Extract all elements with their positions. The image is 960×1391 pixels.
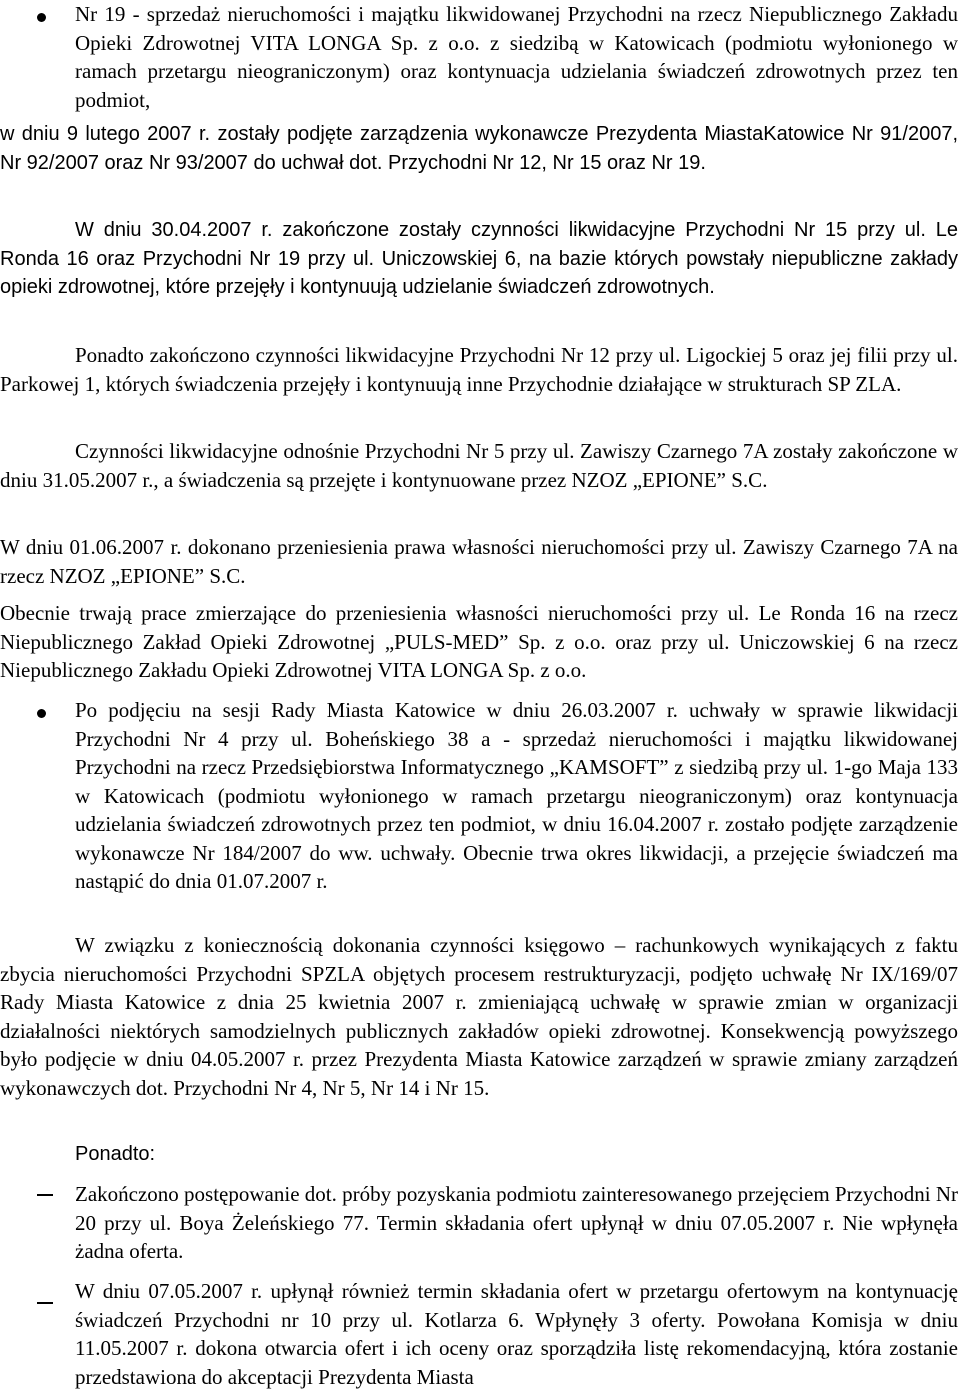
- bullet-icon: [37, 13, 46, 22]
- paragraph-kamsoft: Po podjęciu na sesji Rady Miasta Katowice w dniu 26.03.2007 r. uchwały w sprawie likwidacji Przychodni Nr 4 przy ul. Boheńskiego 38 a - sprzedaż nieruchomości i majątku likwidowanej Przychodni na rzecz Przedsiębiorstwa Informatycznego „KAMSOFT” z siedzibą przy ul. 1-go Maja 133 w Katowicach (podmiotu wyłonionego w ramach przetargu nieograniczonym) oraz kontynuacja udzielania świadczeń zdrowotnych przez ten podmiot, w dniu 16.04.2007 r. zostało podjęte zarządzenie wykonawcze Nr 184/2007 do ww. uchwały. Obecnie trwa okres likwidacji, a przejęcie świadczeń ma nastąpić do dnia 01.07.2007 r.: [75, 698, 958, 893]
- list-item-przychodnia-10: W dniu 07.05.2007 r. upłynął również termin składania ofert w przetargu ofertowym na kontynuację świadczeń Przychodni nr 10 przy ul. Kotlarza 6. Wpłynęły 3 oferty. Powołana Komisja w dniu 11.05.2007 r. dokona otwarcia ofert i ich oceny oraz sporządziła listę rekomendacyjną, która zostanie przedstawiona do akceptacji Prezydenta Miasta: [75, 1279, 958, 1389]
- paragraph-przychodnia-12: Ponadto zakończono czynności likwidacyjne Przychodni Nr 12 przy ul. Ligockiej 5 oraz jej filii przy ul. Parkowej 1, których świadczenia przejęły i kontynuują inne Przychodnie działające w strukturach SP ZLA.: [0, 343, 958, 396]
- paragraph-liquidation-completed: W dniu 30.04.2007 r. zakończone zostały czynności likwidacyjne Przychodni Nr 15 przy ul. Le Ronda 16 oraz Przychodni Nr 19 przy ul. Uniczowskiej 6, na bazie których powstały niepubliczne zakłady opieki zdrowotnej, które przejęły i kontynuują udzielanie świadczeń zdrowotnych.: [0, 219, 958, 298]
- paragraph-ongoing-transfers: Obecnie trwają prace zmierzające do przeniesienia własności nieruchomości przy ul. Le Ronda 16 na rzecz Niepublicznego Zakład Opieki Zdrowotnej „PULS-MED” Sp. z o.o. oraz przy ul. Uniczowskiej 6 na rzecz Niepublicznego Zakładu Opieki Zdrowotnej VITA LONGA Sp. z o.o.: [0, 601, 958, 682]
- paragraph-accounting-resolution: W związku z koniecznością dokonania czynności księgowo – rachunkowych wynikających z faktu zbycia nieruchomości Przychodni SPZLA objętych procesem restrukturyzacji, podjęto uchwałę Nr IX/169/07 Rady Miasta Katowice z dnia 25 kwietnia 2007 r. zmieniającą uchwałę w sprawie zmian w organizacji działalności niektórych samodzielnych publicznych zakładów opieki zdrowotnej. Konsekwencją powyższego było podjęcie w dniu 04.05.2007 r. przez Prezydenta Miasta Katowice zarządzeń w sprawie zmiany zarządzeń wykonawczych dot. Przychodni Nr 4, Nr 5, Nr 14 i Nr 15.: [0, 933, 958, 1100]
- bullet-icon: [37, 709, 46, 718]
- dash-icon: [37, 1194, 53, 1196]
- paragraph-przychodnia-5: Czynności likwidacyjne odnośnie Przychodni Nr 5 przy ul. Zawiszy Czarnego 7A zostały zakończone w dniu 31.05.2007 r., a świadczenia są przejęte i kontynuowane przez NZOZ „EPIONE” S.C.: [0, 439, 958, 492]
- paragraph-february-orders: w dniu 9 lutego 2007 r. zostały podjęte zarządzenia wykonawcze Prezydenta MiastaKatowice Nr 91/2007, Nr 92/2007 oraz Nr 93/2007 do uchwał dot. Przychodni Nr 12, Nr 15 oraz Nr 19.: [0, 123, 958, 174]
- dash-icon: [37, 1302, 53, 1304]
- paragraph-ponadto: Ponadto:: [75, 1143, 156, 1165]
- paragraph-ownership-transfer: W dniu 01.06.2007 r. dokonano przeniesienia prawa własności nieruchomości przy ul. Zawiszy Czarnego 7A na rzecz NZOZ „EPIONE” S.C.: [0, 535, 958, 588]
- paragraph-vita-longa: Nr 19 - sprzedaż nieruchomości i majątku likwidowanej Przychodni na rzecz Niepublicznego Zakładu Opieki Zdrowotnej VITA LONGA Sp. z o.o. z siedzibą w Katowicach (podmiotu wyłonionego w ramach przetargu nieograniczonym) oraz kontynuacja udzielania świadczeń zdrowotnych przez ten podmiot,: [75, 2, 958, 112]
- list-item-przychodnia-20: Zakończono postępowanie dot. próby pozyskania podmiotu zainteresowanego przejęciem Przychodni Nr 20 przy ul. Boya Żeleńskiego 77. Termin składania ofert upłynął w dniu 07.05.2007 r. Nie wpłynęła żadna oferta.: [75, 1182, 958, 1263]
